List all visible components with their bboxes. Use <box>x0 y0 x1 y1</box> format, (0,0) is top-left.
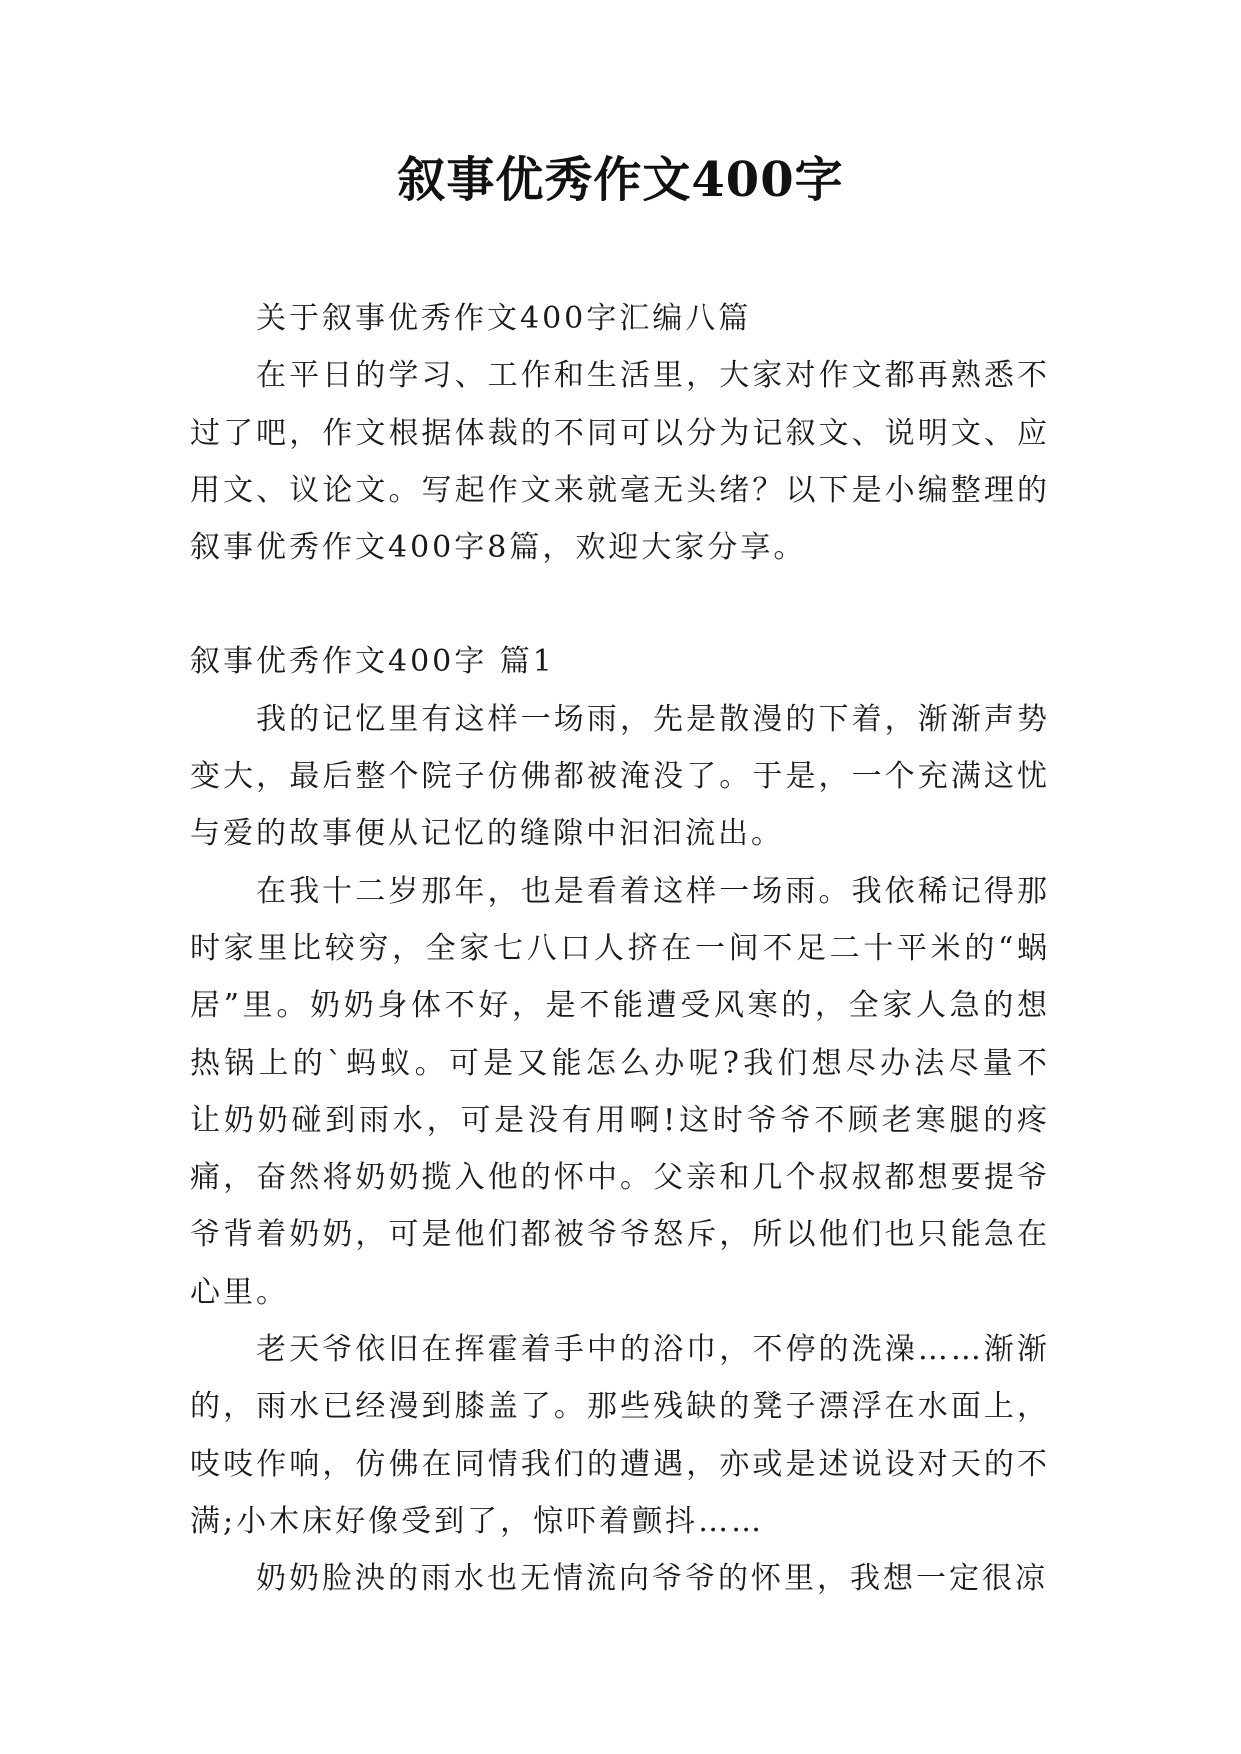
document-body <box>190 290 1050 1608</box>
section-heading: 叙事优秀作文400字 篇1 <box>190 644 555 680</box>
document-title: 叙事优秀作文400字 <box>397 152 844 208</box>
intro-paragraph: 在平日的学习、工作和生活里，大家对作文都再熟悉不过了吧，作文根据体裁的不同可以分为记叙文、说明文、应用文、议论文。写起作文来就毫无头绪？以下是小编整理的叙事优秀作文400字8篇，欢迎大家分享。 <box>190 358 1050 566</box>
body-paragraph: 我的记忆里有这样一场雨，先是散漫的下着，渐渐声势变大，最后整个院子仿佛都被淹没了。于是，一个充满这忧与爱的故事便从记忆的缝隙中汩汩流出。 <box>190 701 1050 852</box>
intro-paragraph: 关于叙事优秀作文400字汇编八篇 <box>256 301 752 336</box>
body-paragraph: 奶奶脸泱的雨水也无情流向爷爷的怀里，我想一定很凉 <box>256 1561 1048 1597</box>
body-paragraph: 在我十二岁那年，也是看着这样一场雨。我依稀记得那时家里比较穷，全家七八口人挤在一间不足二十平米的“蜗居”里。奶奶身体不好，是不能遭受风寒的，全家人急的想热锅上的`蚂蚁。可是又能怎么办呢?我们想尽办法尽量不让奶奶碰到雨水，可是没有用啊!这时爷爷不顾老寒腿的疼痛，奋然将奶奶揽入他的怀中。父亲和几个叔叔都想要提爷爷背着奶奶，可是他们都被爷爷怒斥，所以他们也只能急在心里。 <box>190 873 1050 1310</box>
body-paragraph: 老天爷依旧在挥霍着手中的浴巾，不停的洗澡……渐渐的，雨水已经漫到膝盖了。那些残缺的凳子漂浮在水面上，吱吱作响，仿佛在同情我们的遭遇，亦或是述说设对天的不满;小木床好像受到了，惊吓着颤抖…… <box>190 1332 1050 1539</box>
